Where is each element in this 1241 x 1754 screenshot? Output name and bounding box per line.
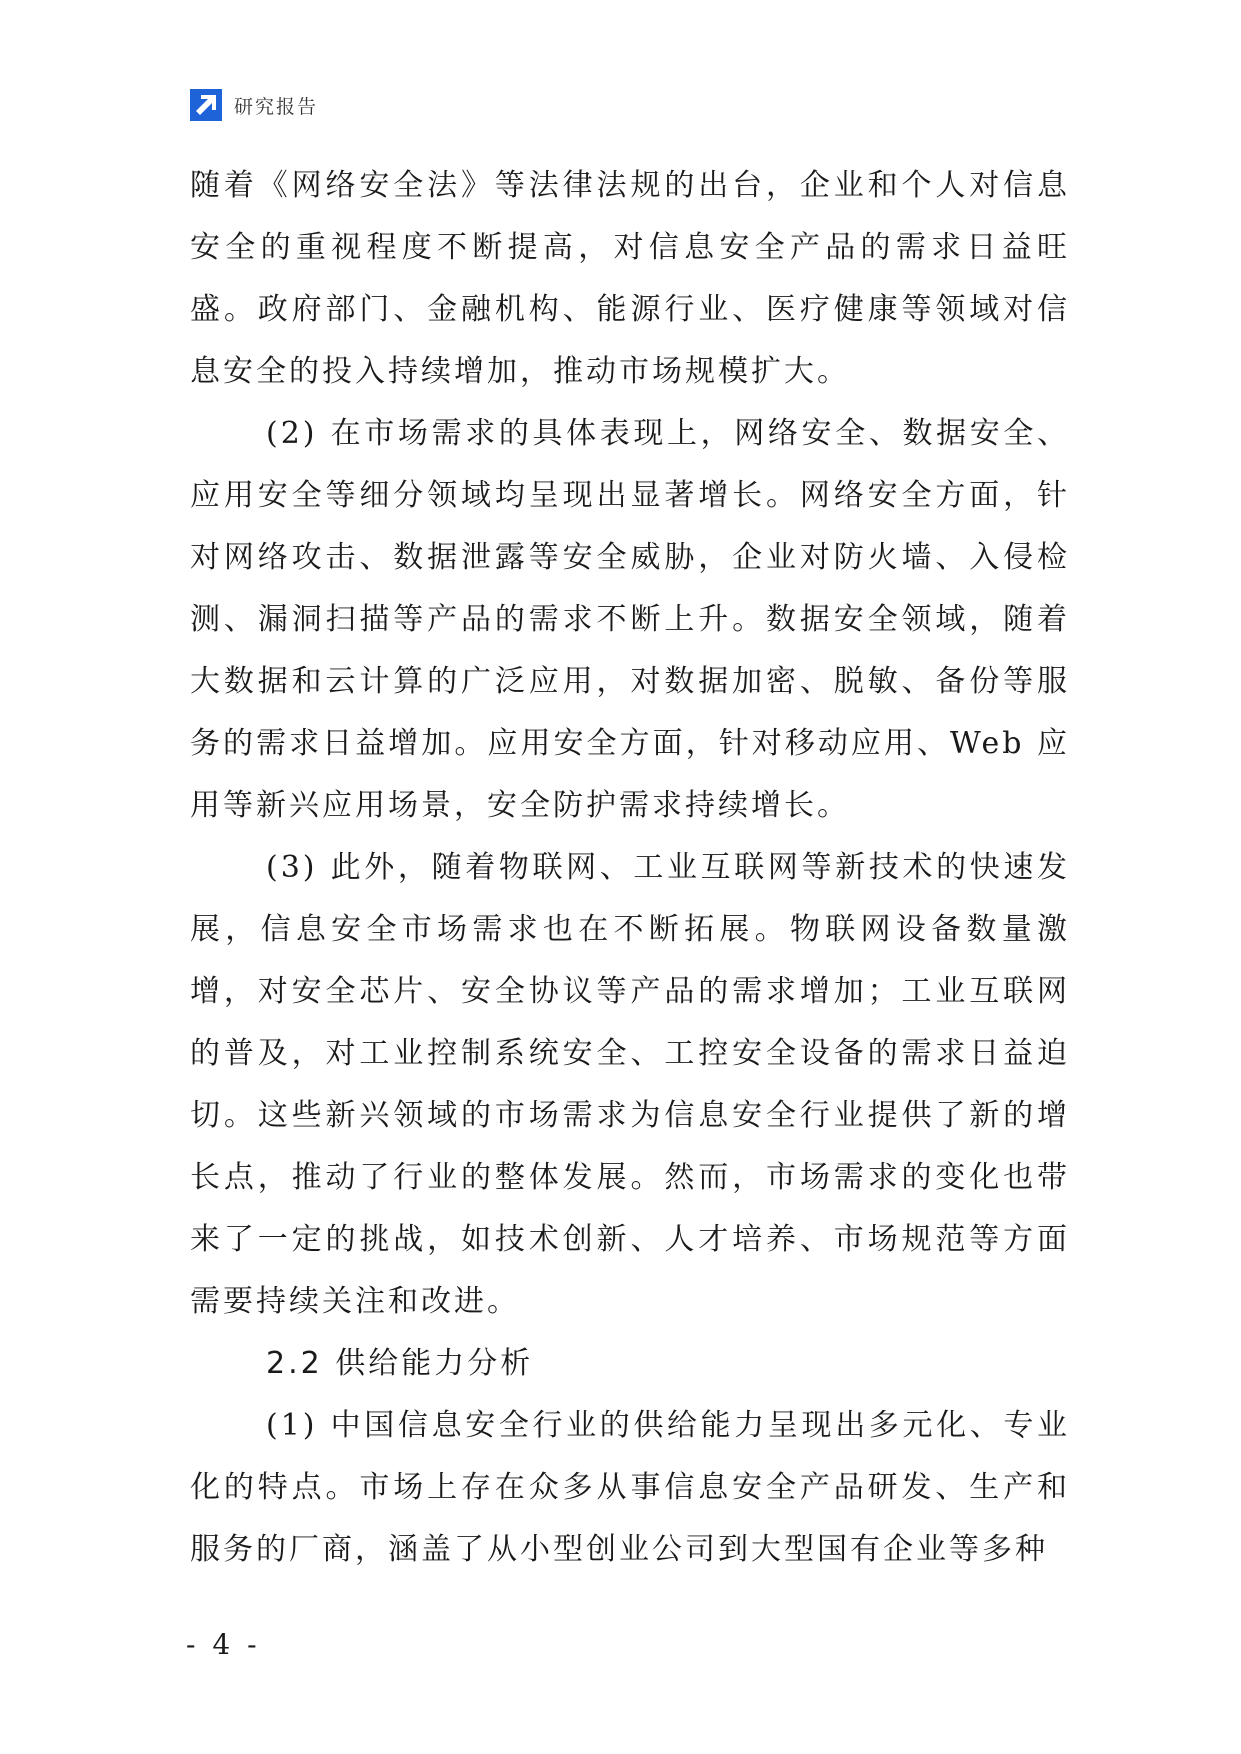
- document-body: [190, 155, 1070, 1581]
- paragraph-3: (3) 此外，随着物联网、工业互联网等新技术的快速发展，信息安全市场需求也在不断拓展。物联网设备数量激增，对安全芯片、安全协议等产品的需求增加；工业互联网的普及，对工业控制系统安全、工控安全设备的需求日益迫切。这些新兴领域的市场需求为信息安全行业提供了新的增长点，推动了行业的整体发展。然而，市场需求的变化也带来了一定的挑战，如技术创新、人才培养、市场规范等方面需要持续关注和改进。: [190, 850, 1070, 1319]
- page-number: - 4 -: [186, 1628, 261, 1661]
- paragraph-continuation: 随着《网络安全法》等法律法规的出台，企业和个人对信息安全的重视程度不断提高，对信息安全产品的需求日益旺盛。政府部门、金融机构、能源行业、医疗健康等领域对信息安全的投入持续增加，推动市场规模扩大。: [190, 168, 1070, 389]
- page-header: [190, 88, 318, 122]
- report-title: 研究报告: [234, 95, 319, 118]
- paragraph-2: (2) 在市场需求的具体表现上，网络安全、数据安全、应用安全等细分领域均呈现出显著增长。网络安全方面，针对网络攻击、数据泄露等安全威胁，企业对防火墙、入侵检测、漏洞扫描等产品的需求不断上升。数据安全领域，随着大数据和云计算的广泛应用，对数据加密、脱敏、备份等服务的需求日益增加。应用安全方面，针对移动应用、Web 应用等新兴应用场景，安全防护需求持续增长。: [190, 416, 1070, 823]
- section-heading: 2.2 供给能力分析: [266, 1346, 534, 1381]
- arrow-up-right-icon: [190, 89, 222, 121]
- paragraph-supply-1: (1) 中国信息安全行业的供给能力呈现出多元化、专业化的特点。市场上存在众多从事信息安全产品研发、生产和服务的厂商，涵盖了从小型创业公司到大型国有企业等多种: [190, 1408, 1070, 1567]
